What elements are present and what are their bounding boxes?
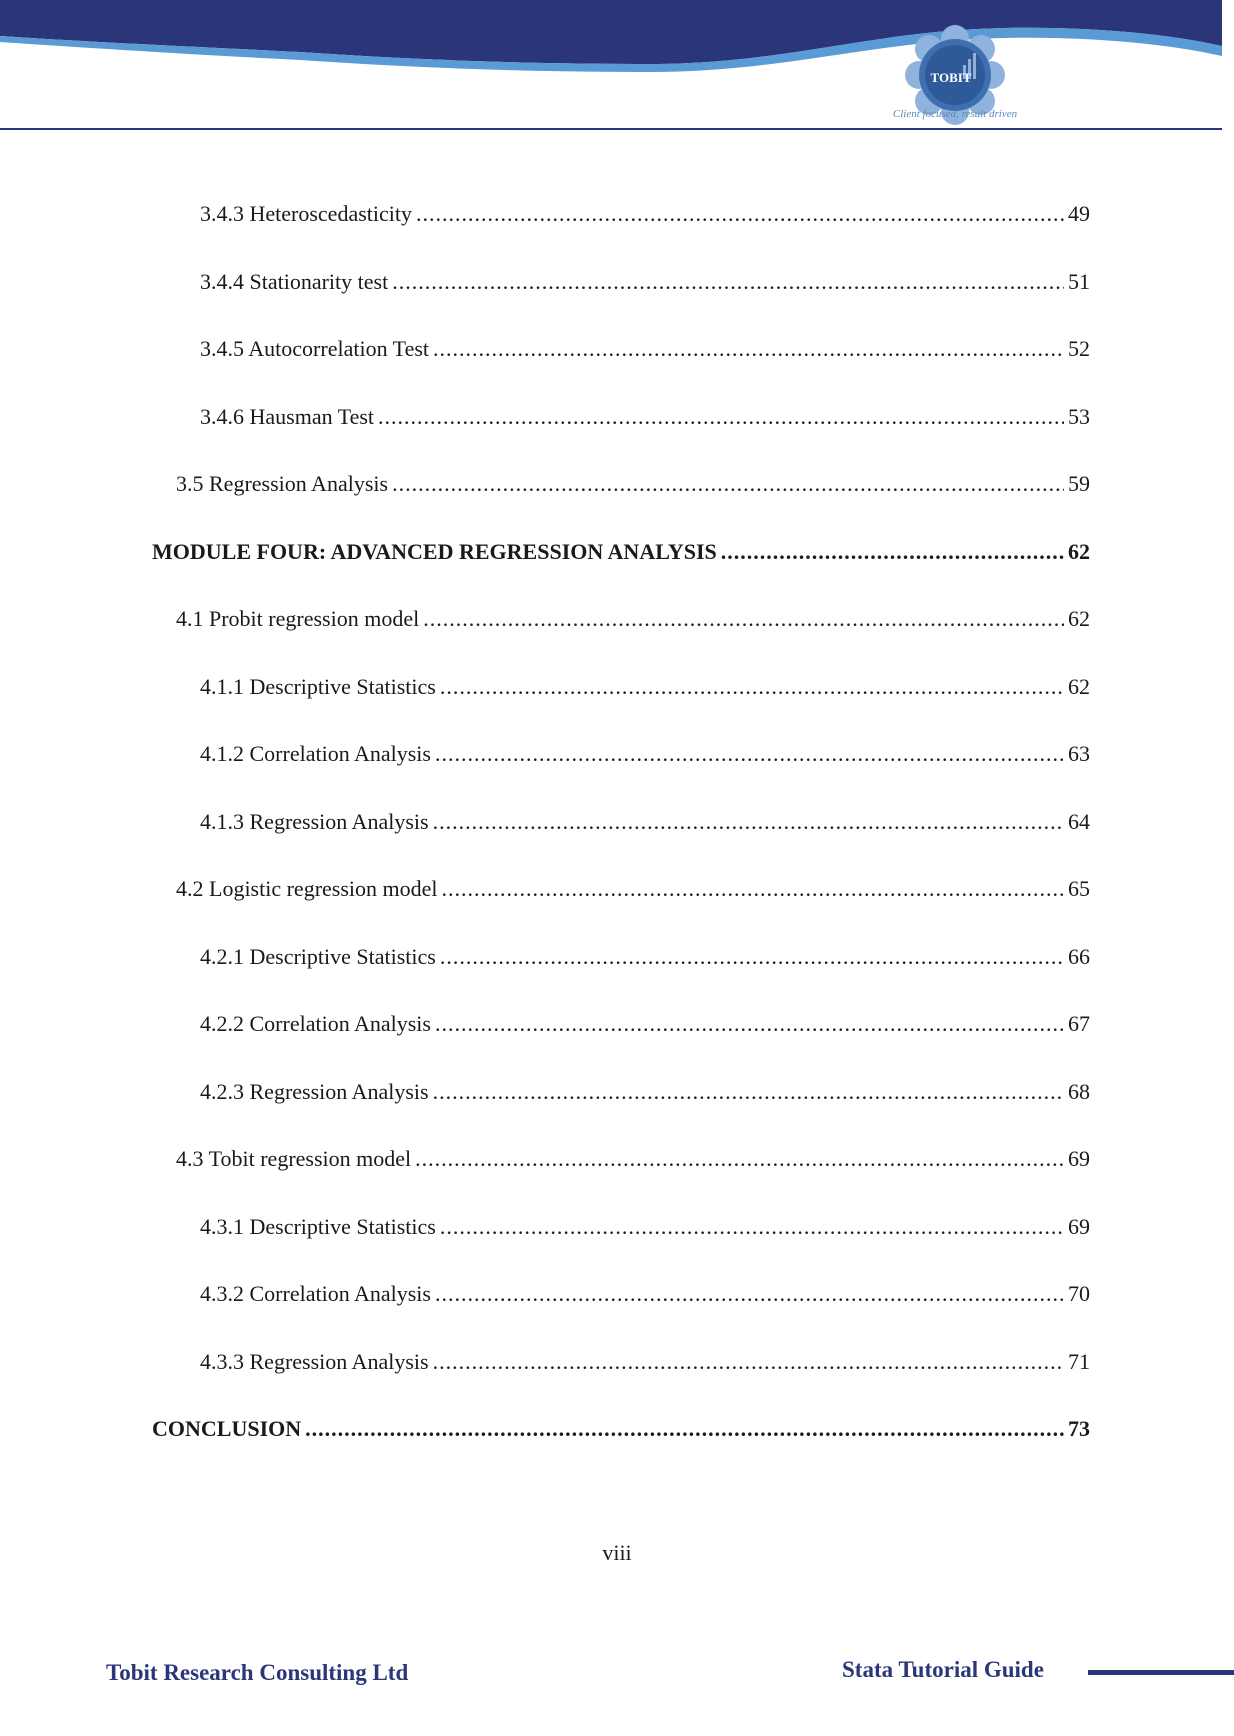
toc-dot-leader bbox=[442, 874, 1064, 904]
toc-entry[interactable] bbox=[200, 942, 1090, 972]
page-number: viii bbox=[602, 1540, 632, 1565]
toc-entry-title: 3.4.6 Hausman Test bbox=[200, 403, 375, 429]
toc-dot-leader bbox=[378, 402, 1064, 432]
toc-entry[interactable] bbox=[152, 1414, 1090, 1444]
toc-entry-title: 4.1 Probit regression model bbox=[176, 606, 420, 631]
toc-entry-page: 64 bbox=[1068, 808, 1090, 834]
header-rule bbox=[0, 128, 1222, 130]
toc-entry-title: 4.3.1 Descriptive Statistics bbox=[200, 1213, 436, 1239]
toc-entry-page: 59 bbox=[1068, 471, 1090, 496]
toc-entry-title: 4.2.1 Descriptive Statistics bbox=[200, 943, 436, 969]
toc-dot-leader bbox=[440, 1212, 1064, 1242]
toc-entry-title: 4.2.2 Correlation Analysis bbox=[200, 1011, 431, 1036]
toc-dot-leader bbox=[435, 1009, 1064, 1039]
footer-rule bbox=[1088, 1670, 1234, 1675]
toc-entry-title: MODULE FOUR: ADVANCED REGRESSION ANALYSIS bbox=[152, 538, 717, 564]
toc-dot-leader bbox=[433, 807, 1064, 837]
toc-dot-leader bbox=[721, 537, 1064, 567]
toc-dot-leader bbox=[440, 942, 1064, 972]
toc-entry-title: 4.3.2 Correlation Analysis bbox=[200, 1281, 431, 1306]
toc-entry-page: 73 bbox=[1068, 1416, 1090, 1441]
toc-dot-leader bbox=[433, 1347, 1064, 1377]
toc-entry-page: 71 bbox=[1068, 1348, 1090, 1374]
toc-entry[interactable] bbox=[200, 402, 1090, 432]
toc-dot-leader bbox=[423, 604, 1064, 634]
toc-entry-title: 4.3.3 Regression Analysis bbox=[200, 1348, 429, 1374]
logo-tagline: Client focused, result driven bbox=[892, 108, 1018, 120]
toc-entry[interactable] bbox=[176, 874, 1090, 904]
toc-entry-page: 69 bbox=[1068, 1213, 1090, 1239]
toc-entry-title: 3.4.5 Autocorrelation Test bbox=[200, 336, 430, 361]
toc-entry-title: 3.4.3 Heteroscedasticity bbox=[200, 201, 412, 226]
toc-entry-page: 53 bbox=[1068, 403, 1090, 429]
toc-entry[interactable] bbox=[200, 807, 1090, 837]
toc-entry-title: 4.2.3 Regression Analysis bbox=[200, 1078, 429, 1104]
footer-guide-title: Stata Tutorial Guide bbox=[842, 1657, 1044, 1682]
footer-company-name: Tobit Research Consulting Ltd bbox=[106, 1660, 409, 1685]
toc-dot-leader bbox=[440, 672, 1064, 702]
toc-entry-title: 3.5 Regression Analysis bbox=[176, 471, 389, 496]
toc-entry-page: 51 bbox=[1068, 268, 1090, 294]
toc-entry[interactable] bbox=[200, 1077, 1090, 1107]
toc-dot-leader bbox=[415, 1144, 1064, 1174]
toc-dot-leader bbox=[435, 1279, 1064, 1309]
toc-dot-leader bbox=[416, 199, 1064, 229]
toc-dot-leader bbox=[392, 267, 1064, 297]
toc-entry-page: 62 bbox=[1068, 606, 1090, 631]
toc-entry-page: 52 bbox=[1068, 336, 1090, 361]
toc-dot-leader bbox=[435, 739, 1064, 769]
toc-entry-page: 67 bbox=[1068, 1011, 1090, 1036]
toc-entry[interactable] bbox=[200, 739, 1090, 769]
toc-entry[interactable] bbox=[200, 334, 1090, 364]
toc-entry-page: 69 bbox=[1068, 1146, 1090, 1171]
toc-entry-page: 62 bbox=[1068, 673, 1090, 699]
toc-entry-title: 4.1.1 Descriptive Statistics bbox=[200, 673, 436, 699]
toc-entry[interactable] bbox=[176, 469, 1090, 499]
toc-dot-leader bbox=[433, 334, 1064, 364]
toc-entry-title: CONCLUSION bbox=[152, 1416, 302, 1441]
toc-entry[interactable] bbox=[176, 604, 1090, 634]
toc-entry-page: 62 bbox=[1068, 538, 1090, 564]
toc-entry[interactable] bbox=[200, 1212, 1090, 1242]
toc-entry-title: 4.3 Tobit regression model bbox=[176, 1146, 412, 1171]
toc-entry[interactable] bbox=[200, 199, 1090, 229]
toc-entry[interactable] bbox=[200, 672, 1090, 702]
toc-entry-page: 49 bbox=[1068, 201, 1090, 226]
toc-entry-page: 65 bbox=[1068, 876, 1090, 901]
toc-entry-title: 4.1.3 Regression Analysis bbox=[200, 808, 429, 834]
toc-entry[interactable] bbox=[200, 267, 1090, 297]
toc-entry-title: 4.1.2 Correlation Analysis bbox=[200, 741, 431, 766]
toc-entry-page: 68 bbox=[1068, 1078, 1090, 1104]
toc-dot-leader bbox=[392, 469, 1064, 499]
toc-entry[interactable] bbox=[200, 1279, 1090, 1309]
toc-dot-leader bbox=[433, 1077, 1064, 1107]
toc-entry-page: 66 bbox=[1068, 943, 1090, 969]
toc-dot-leader bbox=[305, 1414, 1064, 1444]
header-banner bbox=[0, 0, 1234, 140]
toc-entry-title: 3.4.4 Stationarity test bbox=[200, 268, 389, 294]
toc-entry-page: 63 bbox=[1068, 741, 1090, 766]
toc-entry-title: 4.2 Logistic regression model bbox=[176, 876, 438, 901]
toc-entry[interactable] bbox=[200, 1009, 1090, 1039]
logo-text: TOBIT bbox=[930, 70, 972, 85]
toc-entry[interactable] bbox=[152, 537, 1090, 567]
toc-entry[interactable] bbox=[176, 1144, 1090, 1174]
toc-entry[interactable] bbox=[200, 1347, 1090, 1377]
toc-entry-page: 70 bbox=[1068, 1281, 1090, 1306]
